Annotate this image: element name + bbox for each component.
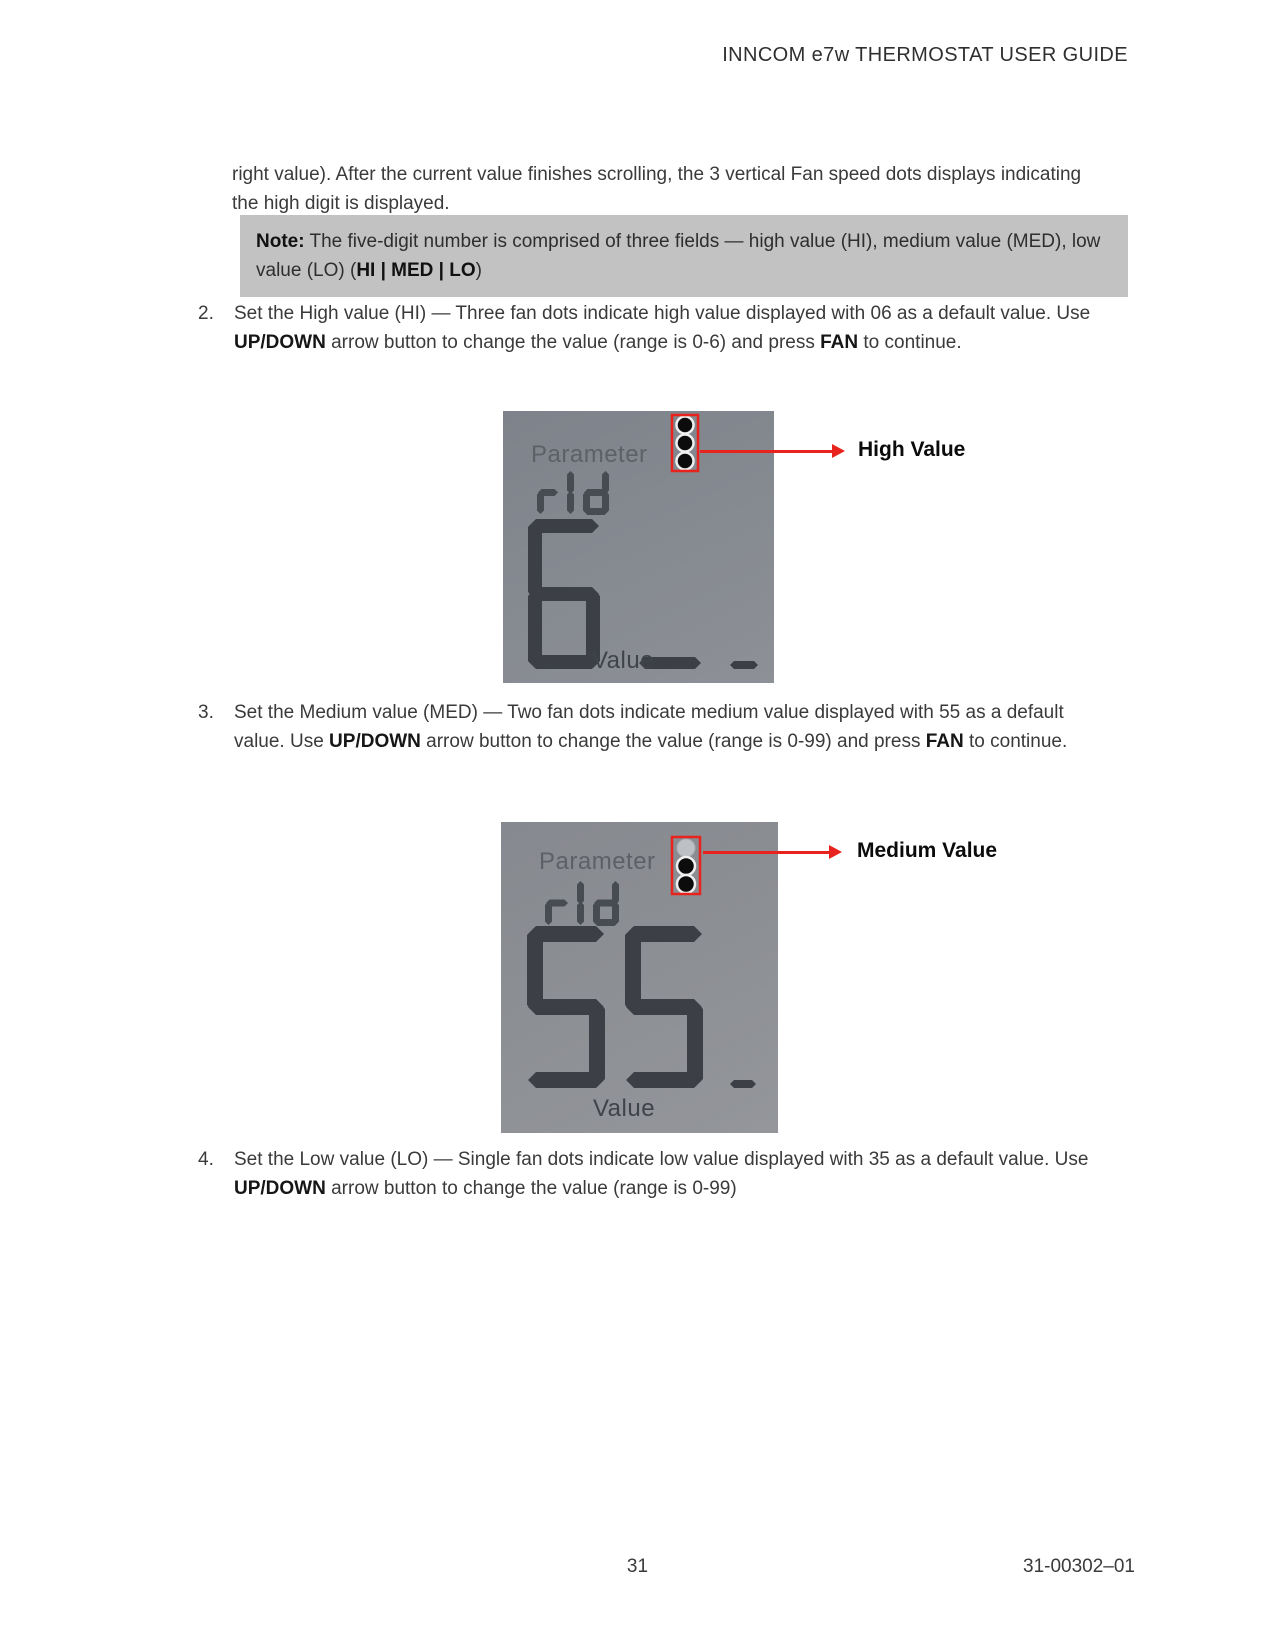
step-3 <box>198 698 1106 756</box>
lcd-segment <box>537 491 544 514</box>
lcd-value-label: Value <box>592 1095 656 1122</box>
step-run-bold: UP/DOWN <box>329 731 421 752</box>
lcd-segment <box>583 491 590 514</box>
page-number: 31 <box>626 1556 649 1577</box>
step-run-bold: FAN <box>820 332 859 353</box>
lcd-segment <box>602 471 609 494</box>
fan-speed-dot <box>677 453 694 470</box>
header-title: INNCOM e7w THERMOSTAT USER GUIDE <box>722 44 1128 66</box>
step-number: 4. <box>198 1149 214 1170</box>
annotation-arrow-line <box>700 450 833 453</box>
lcd-segment <box>589 1001 605 1087</box>
lcd-value-label: Value <box>591 647 655 674</box>
note-bold-fields: HI | MED | LO <box>356 260 476 281</box>
fan-speed-dot <box>677 417 694 434</box>
step-run: arrow button to change the value (range is 0-99) and press <box>420 731 926 752</box>
step-run: Set the Medium value (MED) — Two fan dots indicate medium value displayed with 55 as a default value. Use <box>234 702 1064 752</box>
step-text <box>234 299 1106 357</box>
step-run: to continue. <box>963 731 1068 752</box>
lcd-segment <box>730 661 758 669</box>
step-run: to continue. <box>858 332 962 353</box>
step-text <box>234 698 1106 756</box>
annotation-arrow-head <box>829 845 842 859</box>
lcd-segment <box>625 927 641 1013</box>
intro-paragraph: right value). After the current value finishes scrolling, the 3 vertical Fan speed dots displays indicating the high digit is displayed. <box>232 164 1082 214</box>
lcd-segment <box>687 1001 703 1087</box>
lcd-segment <box>612 902 619 926</box>
fan-speed-dot <box>677 839 695 857</box>
thermostat-display-medium <box>501 822 778 1133</box>
lcd-segment <box>612 881 619 905</box>
lcd-parameter-label: Parameter <box>531 441 648 468</box>
step-run-bold: FAN <box>925 731 964 752</box>
step-run: Set the Low value (LO) — Single fan dots indicate low value displayed with 35 as a default value. Use <box>234 1149 1089 1170</box>
lcd-segment <box>528 520 542 599</box>
step-run-bold: UP/DOWN <box>234 332 326 353</box>
fan-speed-dot <box>677 857 695 875</box>
document-number: 31-00302–01 <box>1023 1556 1135 1577</box>
step-4 <box>198 1145 1106 1203</box>
step-run-bold: UP/DOWN <box>234 1178 326 1199</box>
annotation-high-value: High Value <box>858 438 966 461</box>
lcd-segment <box>527 927 543 1013</box>
step-number: 3. <box>198 702 214 723</box>
step-text <box>234 1145 1106 1203</box>
note-text-end: ) <box>475 260 482 281</box>
annotation-arrow-head <box>832 444 845 458</box>
lcd-segment <box>577 902 584 926</box>
fan-speed-dot <box>677 435 694 452</box>
page-header <box>0 44 1128 67</box>
fan-speed-dot <box>677 875 695 893</box>
step-number: 2. <box>198 303 214 324</box>
lcd-segment <box>567 491 574 514</box>
lcd-segment <box>730 1080 756 1088</box>
lcd-segment <box>577 881 584 905</box>
annotation-medium-value: Medium Value <box>857 839 998 862</box>
step-2 <box>198 299 1106 357</box>
lcd-segment <box>545 902 552 926</box>
annotation-arrow-line <box>703 851 831 854</box>
step-run: arrow button to change the value (range is 0-6) and press <box>325 332 821 353</box>
lcd-segment <box>593 902 600 926</box>
note-box <box>240 215 1128 297</box>
lcd-parameter-label: Parameter <box>539 848 656 875</box>
lcd-segment <box>567 471 574 494</box>
step-run: arrow button to change the value (range is 0-99) <box>325 1178 737 1199</box>
note-label: Note: <box>256 231 305 252</box>
step-run: Set the High value (HI) — Three fan dots indicate high value displayed with 06 as a default value. Use <box>234 303 1091 324</box>
lcd-segment <box>602 491 609 514</box>
note-text: The five-digit number is comprised of three fields — high value (HI), medium value (MED), low value (LO) ( <box>256 231 1101 281</box>
